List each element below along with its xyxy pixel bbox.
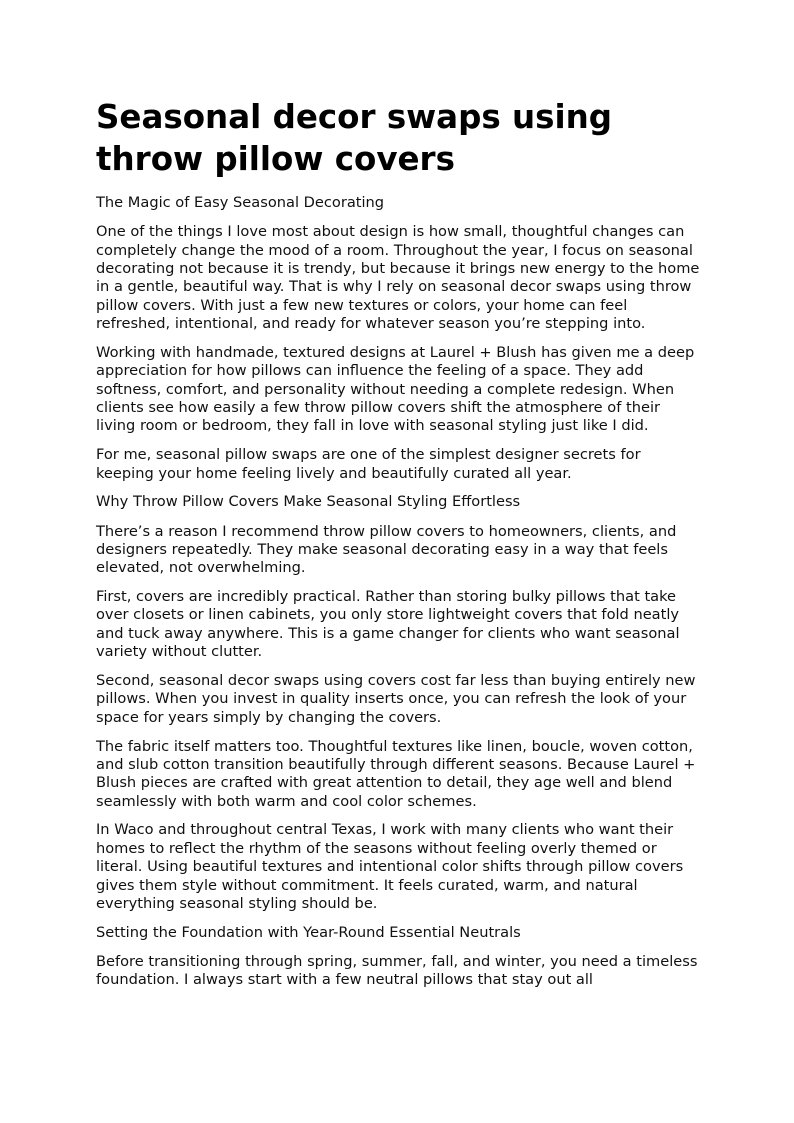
section-heading-why-covers: Why Throw Pillow Covers Make Seasonal Styling Effortless bbox=[96, 493, 521, 511]
paragraph: Working with handmade, textured designs at Laurel + Blush has given me a deep appreciation for how pillows can influence the feeling of a space. They add softness, comfort, and personality without needing a complete redesign. When clients see how easily a few throw pillow covers shift the atmosphere of their living room or bedroom, they fall in love with seasonal styling just like I did. bbox=[96, 343, 695, 435]
paragraph: One of the things I love most about design is how small, thoughtful changes can completely change the mood of a room. Throughout the year, I focus on seasonal decorating not because it is trendy, but because it brings new energy to the home in a gentle, beautiful way. That is why I rely on seasonal decor swaps using throw pillow covers. With just a few new textures or colors, your home can feel refreshed, intentional, and ready for whatever season you’re stepping into. bbox=[96, 223, 700, 333]
paragraph: There’s a reason I recommend throw pillow covers to homeowners, clients, and designers repeatedly. They make seasonal decorating easy in a way that feels elevated, not overwhelming. bbox=[96, 522, 677, 577]
paragraph: For me, seasonal pillow swaps are one of the simplest designer secrets for keeping your home feeling lively and beautifully curated all year. bbox=[96, 446, 641, 482]
section-heading-neutrals: Setting the Foundation with Year-Round Essential Neutrals bbox=[96, 923, 521, 941]
paragraph: In Waco and throughout central Texas, I work with many clients who want their homes to reflect the rhythm of the seasons without feeling overly themed or literal. Using beautiful textures and intentional color shifts through pillow covers gives them style without commitment. It feels curated, warm, and natural everything seasonal styling should be. bbox=[96, 821, 684, 913]
article bbox=[96, 96, 700, 990]
page-title: Seasonal decor swaps using throw pillow covers bbox=[96, 98, 613, 178]
paragraph: Before transitioning through spring, summer, fall, and winter, you need a timeless foundation. I always start with a few neutral pillows that stay out all bbox=[96, 953, 698, 989]
section-heading-magic: The Magic of Easy Seasonal Decorating bbox=[96, 194, 385, 211]
paragraph: First, covers are incredibly practical. Rather than storing bulky pillows that take over closets or linen cabinets, you only store lightweight covers that fold neatly and tuck away anywhere. This is a game changer for clients who want seasonal variety without clutter. bbox=[96, 588, 680, 661]
paragraph: Second, seasonal decor swaps using covers cost far less than buying entirely new pillows. When you invest in quality inserts once, you can refresh the look of your space for years simply by changing the covers. bbox=[96, 672, 696, 726]
paragraph: The fabric itself matters too. Thoughtful textures like linen, boucle, woven cotton, and slub cotton transition beautifully through different seasons. Because Laurel + Blush pieces are crafted with great attention to detail, they age well and blend seamlessly with both warm and cool color schemes. bbox=[96, 737, 696, 810]
